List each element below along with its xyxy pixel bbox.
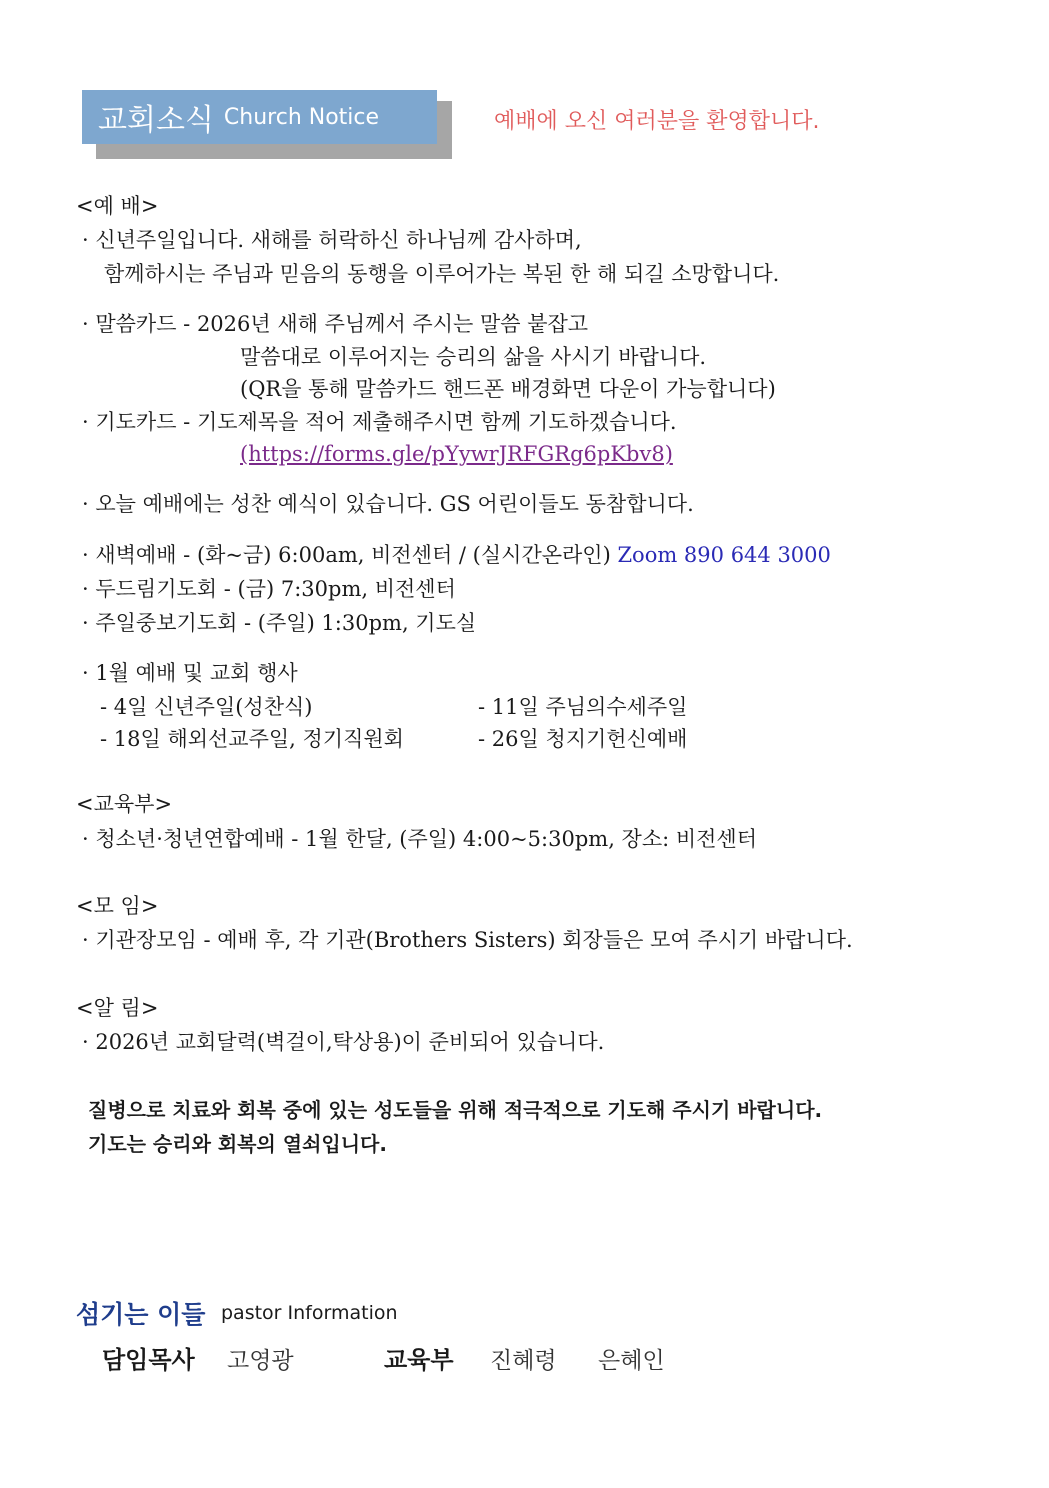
prayer-card-line: · 기도카드 - 기도제목을 적어 제출해주시면 함께 기도하겠습니다.	[82, 410, 677, 434]
word-card-line-3: (QR을 통해 말씀카드 핸드폰 배경화면 다운이 가능합니다)	[240, 377, 776, 401]
worship-line-2: 함께하시는 주님과 믿음의 동행을 이루어가는 복된 한 해 되길 소망합니다.	[104, 262, 780, 286]
welcome-message: 예배에 오신 여러분을 환영합니다.	[494, 109, 820, 134]
prayer-request-line-2: 기도는 승리와 회복의 열쇠입니다.	[88, 1132, 387, 1156]
page-title	[82, 90, 437, 144]
section-heading-education: <교육부>	[76, 792, 173, 816]
word-card-line-2: 말씀대로 이루어지는 승리의 삶을 사시기 바랍니다.	[240, 345, 707, 369]
prayer-request-line-1: 질병으로 치료와 회복 중에 있는 성도들을 위해 적극적으로 기도해 주시기 바랍니다.	[88, 1098, 823, 1122]
title-korean: 교회소식	[98, 103, 214, 138]
communion-line: · 오늘 예배에는 성찬 예식이 있습니다. GS 어린이들도 동참합니다.	[82, 492, 694, 516]
event-item: - 26일 청지기헌신예배	[478, 727, 688, 751]
section-heading-meeting: <모 임>	[76, 894, 159, 918]
notice-line-1: · 2026년 교회달력(벽걸이,탁상용)이 준비되어 있습니다.	[82, 1030, 605, 1054]
staff-role-education: 교육부	[384, 1346, 454, 1374]
staff-role-senior-pastor: 담임목사	[102, 1346, 195, 1374]
intercession-prayer-line: · 주일중보기도회 - (주일) 1:30pm, 기도실	[82, 611, 477, 635]
dodream-prayer-line: · 두드림기도회 - (금) 7:30pm, 비전센터	[82, 577, 456, 601]
meeting-line-1: · 기관장모임 - 예배 후, 각 기관(Brothers Sisters) 회장들은 모여 주시기 바랍니다.	[82, 928, 853, 952]
dawn-service-text: · 새벽예배 - (화~금) 6:00am, 비전센터 / (실시간온라인)	[82, 543, 618, 567]
staff-subtitle: pastor Information	[221, 1302, 398, 1324]
staff-name: 은혜인	[598, 1348, 665, 1374]
staff-title: 섬기는 이들	[76, 1300, 206, 1329]
worship-line-1: · 신년주일입니다. 새해를 허락하신 하나님께 감사하며,	[82, 228, 582, 252]
zoom-info: Zoom 890 644 3000	[617, 543, 831, 567]
january-events-heading: · 1월 예배 및 교회 행사	[82, 661, 298, 685]
event-item: - 18일 해외선교주일, 정기직원회	[100, 727, 404, 751]
event-item: - 4일 신년주일(성찬식)	[100, 695, 313, 719]
dawn-service-line	[82, 539, 831, 571]
staff-name: 고영광	[227, 1348, 294, 1374]
section-heading-notice: <알 림>	[76, 996, 159, 1020]
title-english: Church Notice	[223, 104, 380, 130]
prayer-form-link[interactable]: (https://forms.gle/pYywrJRFGRg6pKbv8)	[240, 442, 673, 466]
event-item: - 11일 주님의수세주일	[478, 695, 688, 719]
education-line-1: · 청소년·청년연합예배 - 1월 한달, (주일) 4:00~5:30pm, 장소: 비전센터	[82, 827, 758, 851]
word-card-line-1: · 말씀카드 - 2026년 새해 주님께서 주시는 말씀 붙잡고	[82, 312, 589, 336]
section-heading-worship: <예 배>	[76, 194, 159, 218]
staff-name: 진혜령	[490, 1348, 557, 1374]
